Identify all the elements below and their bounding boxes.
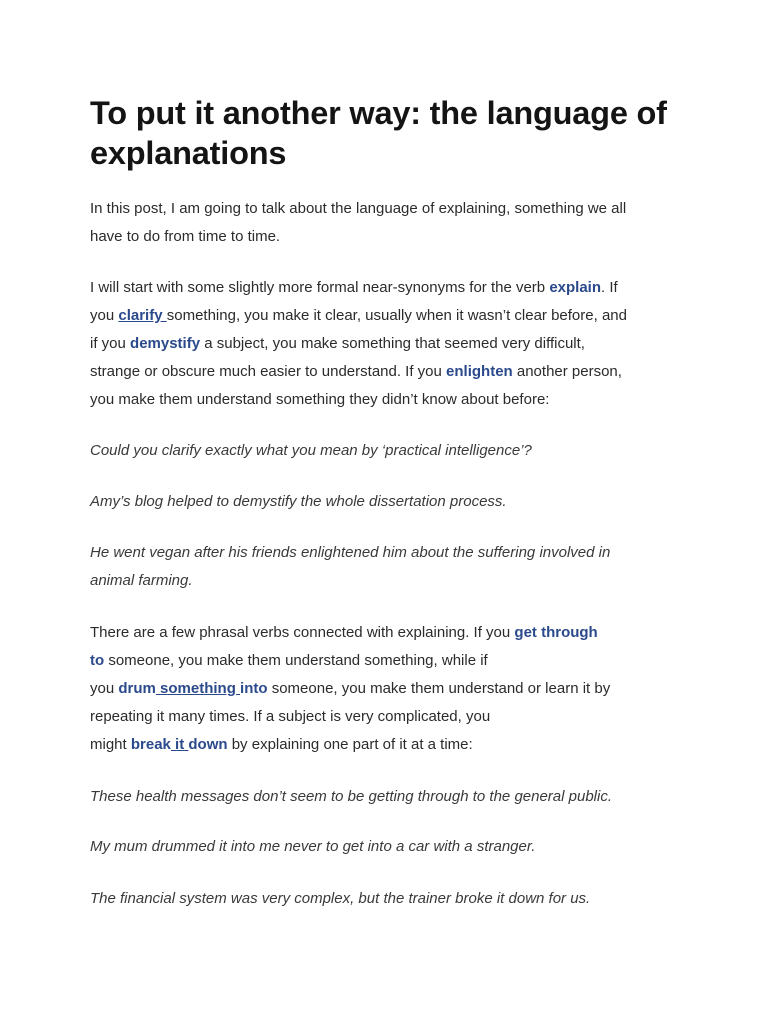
link-explain[interactable]: explain [549,279,601,296]
text: There are a few phrasal verbs connected with explaining. If you [90,624,515,641]
paragraph-line [90,647,690,675]
paragraph-line: you make them understand something they didn’t know about before: [90,391,550,408]
intro-paragraph [90,195,690,251]
link-clarify[interactable]: clarify [118,307,167,324]
text: you [90,307,119,324]
page-title: To put it another way: the language of explanations [90,95,667,171]
example-line: Amy’s blog helped to demystify the whole dissertation process. [90,493,507,510]
text: if you [90,335,131,352]
example-sentence [90,488,690,516]
paragraph-line [90,330,690,358]
link-something[interactable]: something [155,680,241,697]
text: you [90,680,119,697]
example-line: My mum drummed it into me never to get into a car with a stranger. [90,838,536,855]
example-line: animal farming. [90,572,193,589]
intro-line: In this post, I am going to talk about the language of explaining, something we all [90,200,627,217]
paragraph-line [90,358,690,386]
phrasal-verbs-paragraph [90,619,690,759]
example-sentence [90,885,690,913]
example-line: The financial system was very complex, but the trainer broke it down for us. [90,890,591,907]
example-sentence [90,833,690,861]
text: someone, you make them understand or learn it by [267,680,611,697]
text: something, you make it clear, usually when it wasn’t clear before, and [166,307,627,324]
paragraph-line [90,675,690,703]
link-it[interactable]: it [170,736,189,753]
paragraph-line [90,274,690,302]
text: I will start with some slightly more formal near-synonyms for the verb [90,279,550,296]
link-into[interactable]: into [240,680,268,697]
text: someone, you make them understand something, while if [104,652,488,669]
example-line: These health messages don’t seem to be getting through to the general public. [90,788,613,805]
link-drum[interactable]: drum [118,680,156,697]
example-sentence [90,437,690,465]
link-get-through-to[interactable]: to [90,652,105,669]
paragraph-line: repeating it many times. If a subject is very complicated, you [90,708,491,725]
example-line: Could you clarify exactly what you mean by ‘practical intelligence’? [90,442,532,459]
link-down[interactable]: down [188,736,228,753]
example-sentence [90,783,690,811]
link-demystify[interactable]: demystify [130,335,201,352]
example-sentence [90,539,690,595]
link-break[interactable]: break [130,736,171,753]
paragraph-line [90,619,690,647]
text: strange or obscure much easier to understand. If you [90,363,447,380]
text: by explaining one part of it at a time: [227,736,473,753]
link-enlighten[interactable]: enlighten [446,363,513,380]
paragraph-line [90,302,690,330]
synonyms-paragraph [90,274,690,414]
link-get-through[interactable]: get through [514,624,598,641]
text: . If [601,279,618,296]
text: might [90,736,131,753]
paragraph-line [90,731,690,759]
text: another person, [512,363,622,380]
example-line: He went vegan after his friends enlightened him about the suffering involved in [90,544,611,561]
intro-line: have to do from time to time. [90,228,281,245]
text: a subject, you make something that seemed very difficult, [200,335,585,352]
